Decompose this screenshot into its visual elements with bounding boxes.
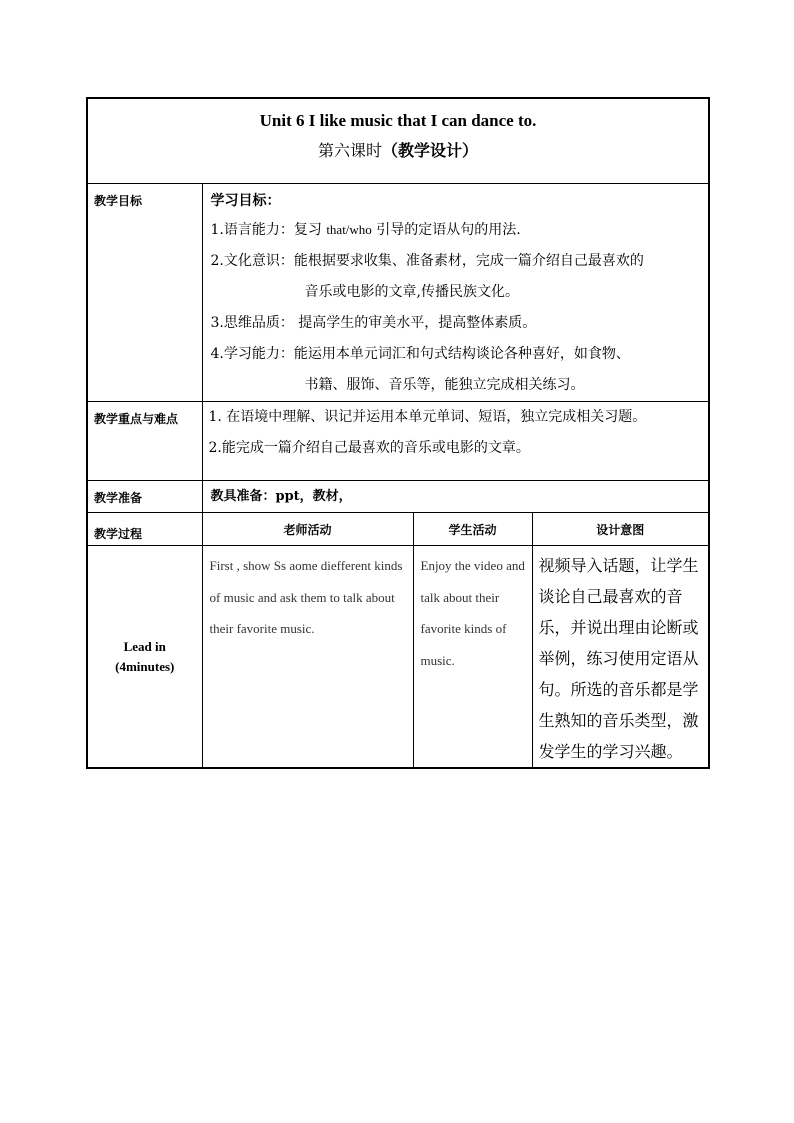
objective-1-prefix: 1.语言能力：复习	[210, 222, 322, 238]
key-points-row	[87, 402, 709, 481]
col-header-design: 设计意图	[532, 513, 709, 546]
table-row	[87, 546, 709, 769]
objective-item-2: 2.文化意识：能根据要求收集、准备素材，完成一篇介绍自己最喜欢的	[210, 253, 644, 269]
stage-duration: (4minutes)	[115, 658, 175, 674]
preparation-row	[87, 481, 709, 513]
page-subtitle	[88, 139, 708, 163]
objective-1-english: that/who	[326, 222, 372, 237]
title-row	[87, 98, 709, 184]
student-activity: Enjoy the video and talk about their favorite kinds of music.	[413, 546, 532, 769]
objectives-heading: 学习目标：	[210, 193, 281, 209]
objective-item-3: 3.思维品质： 提高学生的审美水平，提高整体素质。	[210, 315, 537, 331]
objective-item-4: 4.学习能力：能运用本单元词汇和句式结构谈论各种喜好，如食物、	[210, 346, 630, 362]
objective-1-suffix: 引导的定语从句的用法.	[376, 222, 521, 238]
objectives-row	[87, 184, 709, 402]
teacher-activity: First , show Ss aome diefferent kinds of music and ask them to talk about their favorite music.	[202, 546, 413, 769]
design-intent: 视频导入话题，让学生谈论自己最喜欢的音乐，并说出理由论断或举例，练习使用定语从句。所选的音乐都是学生熟知的音乐类型，激发学生的学习兴趣。	[532, 546, 709, 769]
process-label: 教学过程	[87, 513, 202, 546]
lesson-plan-table	[86, 97, 710, 769]
subtitle-bold: （教学设计）	[382, 141, 479, 160]
col-header-student: 学生活动	[413, 513, 532, 546]
objectives-content	[202, 184, 709, 402]
preparation-text: 教具准备：ppt，教材，	[202, 481, 709, 513]
key-points-content	[202, 402, 709, 481]
key-point-1: 1. 在语境中理解、识记并运用本单元单词、短语，独立完成相关习题。	[208, 409, 647, 425]
stage-name: Lead in	[123, 638, 166, 654]
subtitle-plain: 第六课时	[318, 141, 383, 160]
objective-item-1	[211, 214, 703, 246]
key-points-label: 教学重点与难点	[87, 402, 202, 481]
stage-cell	[87, 546, 202, 769]
preparation-label: 教学准备	[87, 481, 202, 513]
col-header-teacher: 老师活动	[202, 513, 413, 546]
process-header-row	[87, 513, 709, 546]
objective-item-4-cont: 书籍、服饰、音乐等，能独立完成相关练习。	[304, 377, 585, 393]
key-point-2: 2.能完成一篇介绍自己最喜欢的音乐或电影的文章。	[208, 440, 530, 456]
title-cell	[87, 98, 709, 184]
objective-item-2-cont: 音乐或电影的文章,传播民族文化。	[304, 284, 519, 300]
page-title: Unit 6 I like music that I can dance to.	[259, 111, 537, 130]
objectives-label: 教学目标	[87, 184, 202, 402]
